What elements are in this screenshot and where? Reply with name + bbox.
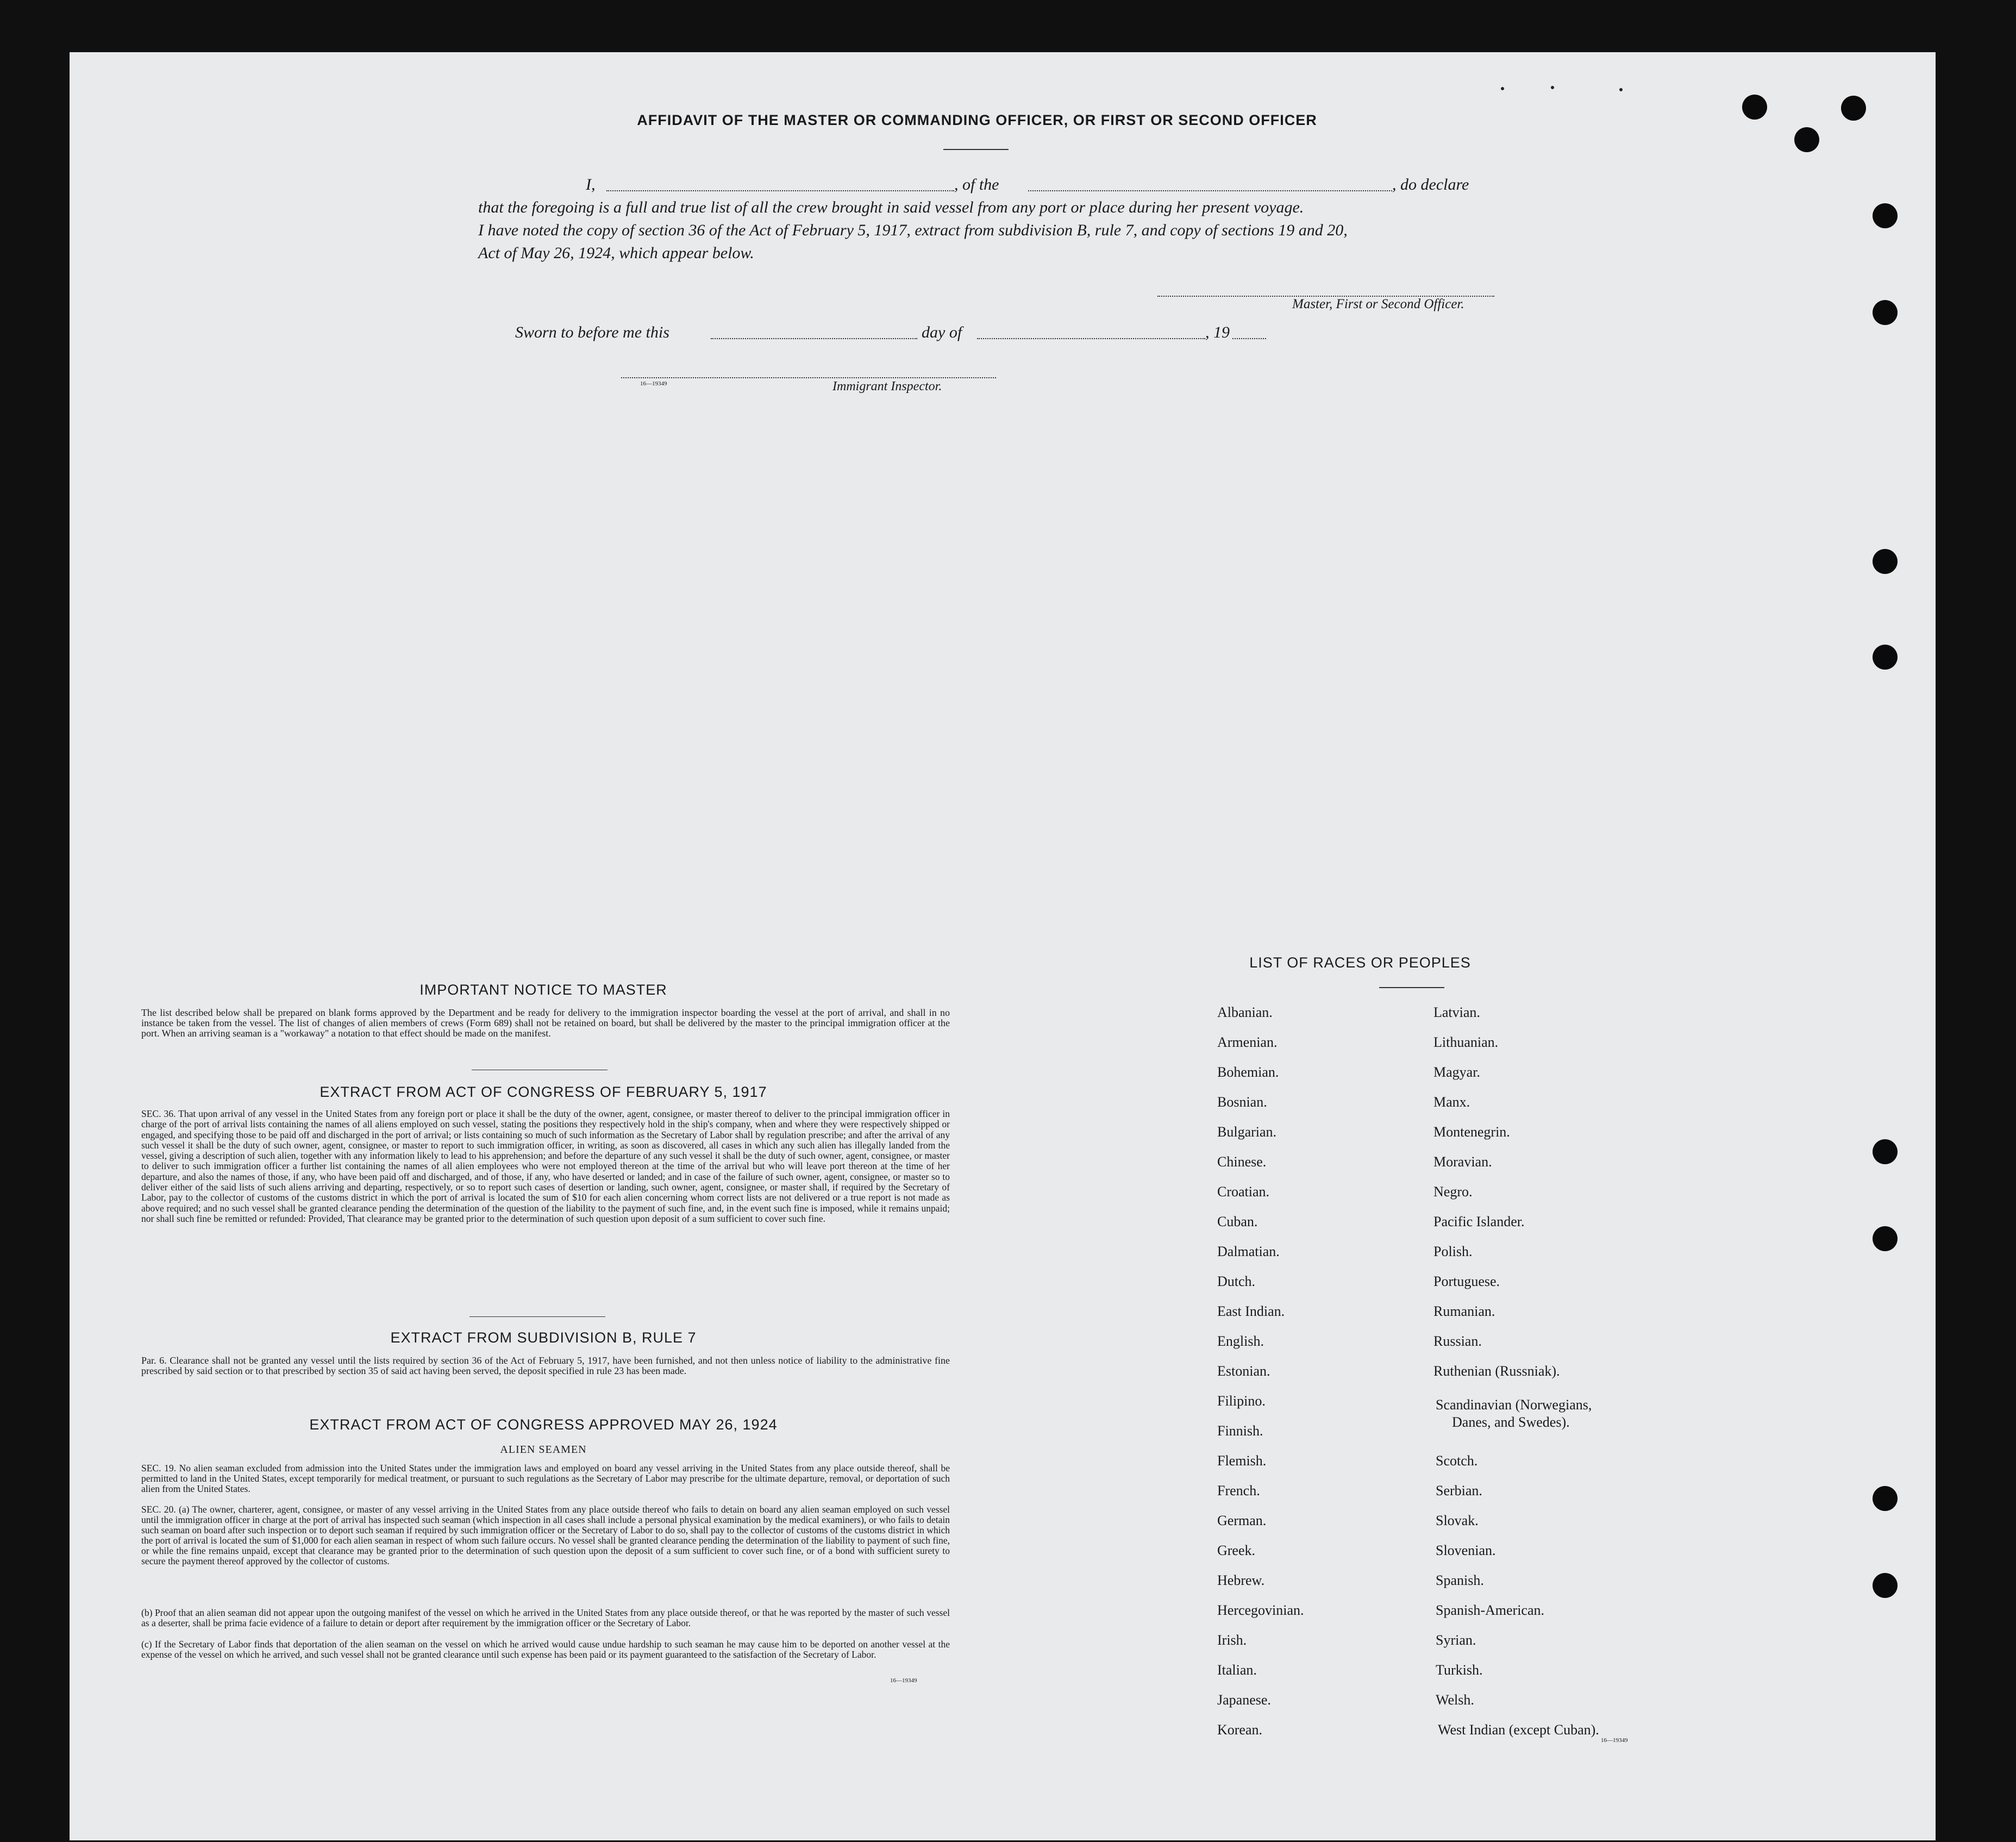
form-number: 16—19349 xyxy=(640,380,667,387)
extract-form-number: 16—19349 xyxy=(890,1677,917,1684)
race-item: Filipino. xyxy=(1217,1393,1266,1409)
race-item: Moravian. xyxy=(1433,1154,1492,1170)
race-item: Portuguese. xyxy=(1433,1273,1500,1289)
sec-19-text: SEC. 19. No alien seaman excluded from admission into the United States under the immigration laws and employed on board any vessel arriving in the United States from any place outside thereof, shall be permitted to land in the United States, except temporarily for medical treatment, or pursuant to such regulations as the Secretary of Labor may prescribe for the ultimate departure, removal, or deportation of such alien from the United States. xyxy=(141,1463,950,1494)
race-item: Albanian. xyxy=(1217,1004,1273,1020)
race-item: Hebrew. xyxy=(1217,1572,1265,1588)
punch-hole xyxy=(1873,1226,1898,1251)
race-item: East Indian. xyxy=(1217,1303,1285,1319)
punch-hole xyxy=(1873,203,1898,228)
race-item: Bohemian. xyxy=(1217,1064,1279,1080)
race-item: Montenegrin. xyxy=(1433,1124,1510,1140)
race-item: Scotch. xyxy=(1436,1453,1478,1469)
race-item: Irish. xyxy=(1217,1632,1247,1648)
sworn-day-field[interactable] xyxy=(711,338,917,339)
race-item: Finnish. xyxy=(1217,1423,1263,1439)
extract-1917-text: SEC. 36. That upon arrival of any vessel in the United States from any foreign port or place it shall be the duty of the owner, agent, consignee, or master thereof to deliver to the principal immigration officer in charge of the port of arrival lists containing the names of all aliens employed on such vessel, stating the positions they respectively hold in the ship's company, when and where they were respectively shipped or engaged, and specifying those to be paid off and discharged in the port of arrival; or lists containing so much of such information as the Secretary of Labor shall by regulation prescribe; and after the arrival of any such vessel it shall be the duty of such owner, agent, consignee, or master to report to such immigration officer, in writing, as soon as discovered, all cases in which any such alien has illegally landed from the vessel, giving a description of such alien, together with any information likely to lead to his apprehension; and before the departure of any such vessel it shall be the duty of such owner, agent, consignee, or master to deliver to such immigration officer a further list containing the names of all alien employees who were not employed thereon at the time of the arrival but who will leave port thereon at the time of her departure, and also the names of those, if any, who have been paid off and discharged, and of those, if any, who have deserted or landed; and in case of the failure of such owner, agent, consignee, or master so to deliver either of the said lists of such aliens arriving and departing, respectively, or so to report such cases of desertion or landing, such owner, agent, consignee, or master shall, if required by the Secretary of Labor, pay to the collector of customs of the customs district in which the port of arrival is located the sum of $10 for each alien concerning whom correct lists are not delivered or a true report is not made as above required; and no such vessel shall be granted clearance pending the determination of the question of the liability to the payment of such fine, and, in the event such fine is imposed, while it remains unpaid; nor shall such fine be remitted or refunded: Provided, That clearance may be granted prior to the determination of such question upon deposit of a sum sufficient to cover such fine. xyxy=(141,1108,950,1224)
race-item: Dutch. xyxy=(1217,1273,1256,1289)
race-item: Russian. xyxy=(1433,1333,1482,1349)
race-item: Danes, and Swedes). xyxy=(1452,1414,1570,1430)
master-signature-label: Master, First or Second Officer. xyxy=(1292,297,1464,311)
race-item: Japanese. xyxy=(1217,1692,1271,1708)
sworn-year-prefix: , 19 xyxy=(1205,323,1230,341)
sworn-line xyxy=(515,321,1330,345)
races-title: LIST OF RACES OR PEOPLES xyxy=(1249,954,1471,971)
document-page xyxy=(70,52,1936,1840)
race-item: Croatian. xyxy=(1217,1184,1270,1200)
race-item: Spanish. xyxy=(1436,1572,1484,1588)
notice-text: The list described below shall be prepared on blank forms approved by the Department and be ready for delivery to the immigration inspector boarding the vessel at the port of arrival, and shall in no instance be taken from the vessel. The list of changes of alien members of crews (Form 689) shall not be retained on board, but shall be delivered by the master to the principal immigration officer at the port. When an arriving seaman is a "workaway" a notation to that effect should be made on the manifest. xyxy=(141,1007,950,1039)
extract-1917-title: EXTRACT FROM ACT OF CONGRESS OF FEBRUARY 5, 1917 xyxy=(320,1084,767,1100)
race-item: Syrian. xyxy=(1436,1632,1476,1648)
punch-hole xyxy=(1873,1573,1898,1598)
notice-title: IMPORTANT NOTICE TO MASTER xyxy=(420,982,667,998)
races-form-number: 16—19349 xyxy=(1601,1737,1628,1744)
race-item: Lithuanian. xyxy=(1433,1034,1499,1050)
race-item: Cuban. xyxy=(1217,1214,1258,1229)
race-item: Latvian. xyxy=(1433,1004,1480,1020)
race-item: German. xyxy=(1217,1513,1267,1528)
race-item: Greek. xyxy=(1217,1543,1256,1558)
punch-hole xyxy=(1873,645,1898,670)
sworn-month-field[interactable] xyxy=(977,338,1205,339)
vessel-name-field[interactable] xyxy=(1028,190,1392,191)
race-item: English. xyxy=(1217,1333,1264,1349)
punch-hole xyxy=(1794,127,1819,152)
affidavit-line-3: I have noted the copy of section 36 of the Act of February 5, 1917, extract from subdivision B, rule 7, and copy of sections 19 and 20, xyxy=(478,221,1348,239)
punch-hole xyxy=(1841,96,1866,121)
affidavit-line-2: that the foregoing is a full and true list of all the crew brought in said vessel from any port or place during her present voyage. xyxy=(478,198,1304,216)
sec-20c-text: (c) If the Secretary of Labor finds that deportation of the alien seaman on the vessel on which he arrived would cause undue hardship to such seaman he may cause him to be deported on another vessel at the expense of the vessel on which he arrived, and such vessel shall not be granted clearance until such expense has been paid or its payment guaranteed to the satisfaction of the Secretary of Labor. xyxy=(141,1639,950,1660)
race-item: Bulgarian. xyxy=(1217,1124,1277,1140)
sec-20a-text: SEC. 20. (a) The owner, charterer, agent, consignee, or master of any vessel arriving in the United States from any place outside thereof who fails to detain on board any alien seaman employed on such vessel until the immigration officer in charge at the port of arrival has inspected such seaman (which inspection in all cases shall include a personal physical examination by the medical examiners), or who fails to detain such seaman on board after such inspection or to deport such seaman if required by such immigration officer or the Secretary of Labor to do so, shall pay to the collector of customs of the customs district in which the port of arrival is located the sum of $1,000 for each alien seaman in respect of whom such failure occurs. No vessel shall be granted clearance pending the determination of the liability to payment of such fine, or while the fine remains unpaid, except that clearance may be granted prior to the determination of such question upon the deposit of a sum sufficient to cover such fine, or of a bond with sufficient surety to secure the payment thereof approved by the collector of customs. xyxy=(141,1504,950,1566)
sworn-year-field[interactable] xyxy=(1232,338,1266,339)
race-item: Serbian. xyxy=(1436,1483,1482,1498)
sworn-prefix: Sworn to before me this xyxy=(515,323,669,341)
race-item: Spanish-American. xyxy=(1436,1602,1545,1618)
speck xyxy=(1551,86,1554,89)
extract-rule7-text: Par. 6. Clearance shall not be granted any vessel until the lists required by section 36 of the Act of February 5, 1917, have been furnished, and not then unless notice of liability to the administrative fine prescribed by said section or to that prescribed by section 35 of said act having been served, the deposit specified in rule 23 has been made. xyxy=(141,1355,950,1376)
speck xyxy=(1619,88,1623,91)
race-item: Estonian. xyxy=(1217,1363,1270,1379)
punch-hole xyxy=(1873,300,1898,325)
extract-1924-title: EXTRACT FROM ACT OF CONGRESS APPROVED MAY 26, 1924 xyxy=(309,1416,778,1433)
race-item: Korean. xyxy=(1217,1722,1263,1738)
alien-seamen-subtitle: ALIEN SEAMEN xyxy=(500,1444,587,1456)
race-item: Scandinavian (Norwegians, xyxy=(1436,1397,1592,1413)
race-item: Negro. xyxy=(1433,1184,1473,1200)
race-item: Pacific Islander. xyxy=(1433,1214,1525,1229)
affidavit-line-4: Act of May 26, 1924, which appear below. xyxy=(478,244,754,262)
speck xyxy=(1501,87,1504,90)
race-item: Polish. xyxy=(1433,1244,1473,1259)
race-item: Hercegovinian. xyxy=(1217,1602,1304,1618)
vessel-prefix: , of the xyxy=(954,176,999,193)
race-item: Chinese. xyxy=(1217,1154,1267,1170)
race-item: Ruthenian (Russniak). xyxy=(1433,1363,1560,1379)
race-item: Rumanian. xyxy=(1433,1303,1495,1319)
race-item: West Indian (except Cuban). xyxy=(1438,1722,1599,1738)
sworn-day-label: day of xyxy=(922,323,962,341)
race-item: Italian. xyxy=(1217,1662,1257,1678)
punch-hole xyxy=(1873,549,1898,574)
inspector-signature-line[interactable] xyxy=(621,377,996,378)
punch-hole xyxy=(1873,1486,1898,1511)
race-item: Slovenian. xyxy=(1436,1543,1496,1558)
inspector-label: Immigrant Inspector. xyxy=(832,379,942,394)
affidavit-title: AFFIDAVIT OF THE MASTER OR COMMANDING OFFICER, OR FIRST OR SECOND OFFICER xyxy=(637,112,1317,128)
race-item: Armenian. xyxy=(1217,1034,1278,1050)
sec-20b-text: (b) Proof that an alien seaman did not appear upon the outgoing manifest of the vessel on which he arrived in the United States from any place outside thereof, or that he was reported by the master of such vessel as a deserter, shall be prima facie evidence of a failure to detain or deport after requirement by the immigration officer or the Secretary of Labor. xyxy=(141,1607,950,1628)
race-item: Bosnian. xyxy=(1217,1094,1267,1110)
declare-text: , do declare xyxy=(1392,176,1469,193)
race-item: Turkish. xyxy=(1436,1662,1483,1678)
race-item: French. xyxy=(1217,1483,1260,1498)
race-item: Slovak. xyxy=(1436,1513,1479,1528)
race-item: Welsh. xyxy=(1436,1692,1474,1708)
race-item: Magyar. xyxy=(1433,1064,1480,1080)
section-divider xyxy=(469,1316,605,1317)
title-underline xyxy=(943,149,1009,150)
extract-rule7-title: EXTRACT FROM SUBDIVISION B, RULE 7 xyxy=(390,1329,697,1346)
declarant-name-field[interactable] xyxy=(606,190,954,191)
race-item: Manx. xyxy=(1433,1094,1470,1110)
races-title-underline xyxy=(1379,987,1444,988)
declarant-prefix: I, xyxy=(586,176,596,193)
race-item: Dalmatian. xyxy=(1217,1244,1280,1259)
race-item: Flemish. xyxy=(1217,1453,1267,1469)
punch-hole xyxy=(1873,1139,1898,1164)
punch-hole xyxy=(1742,95,1767,120)
